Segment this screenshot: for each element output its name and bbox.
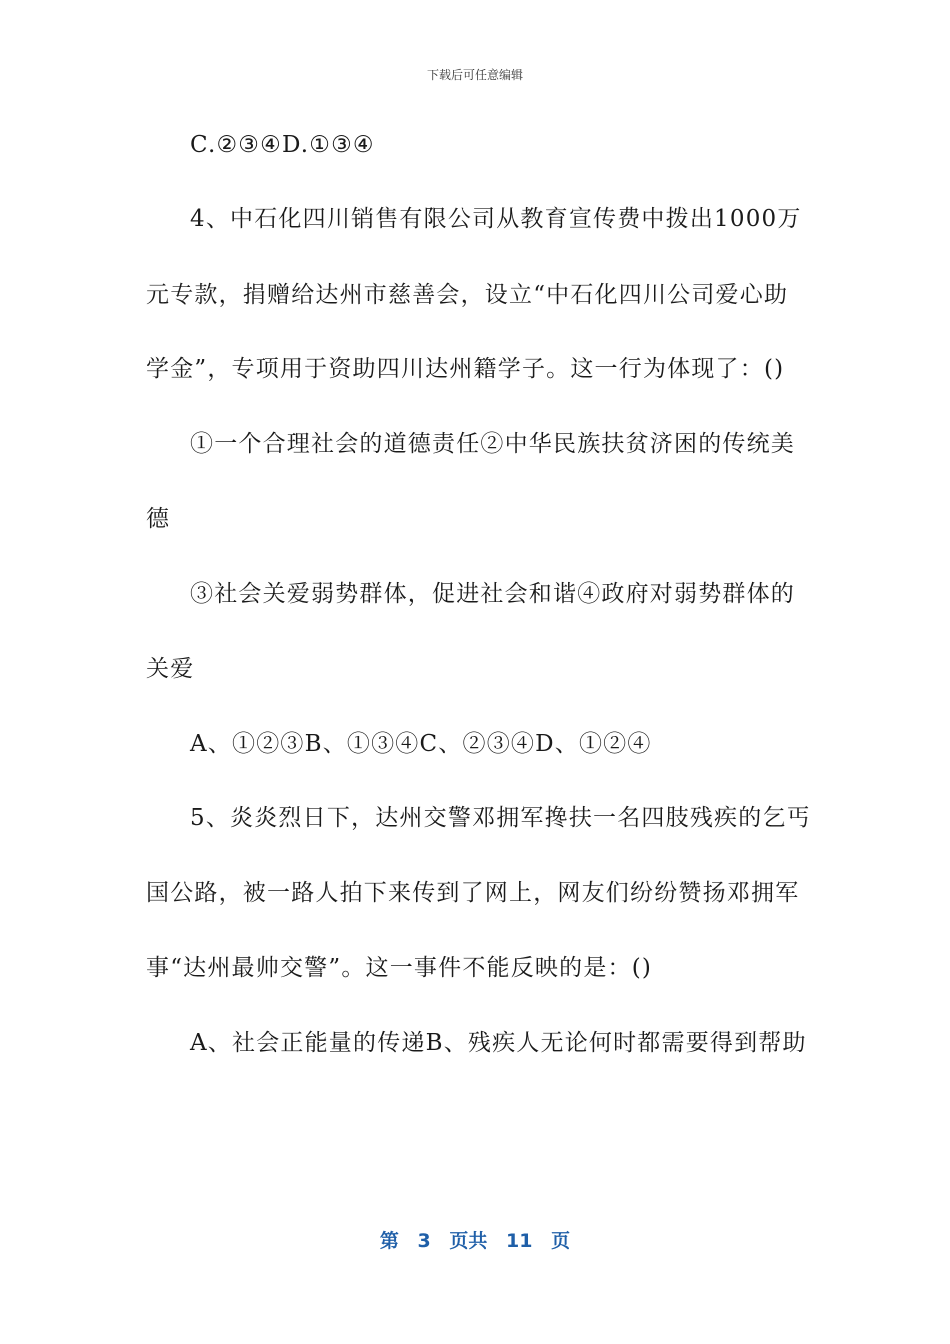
question-5-line-2: 国公路，被一路人拍下来传到了网上，网友们纷纷赞扬邓拥军 [146,880,800,906]
question-4-line-1: 4、中石化四川销售有限公司从教育宣传费中拨出1000万 [190,206,802,232]
question-4-line-2: 元专款，捐赠给达州市慈善会，设立“中石化四川公司爱心助 [146,282,789,308]
question-4-options: A、①②③B、①③④C、②③④D、①②④ [190,731,652,757]
page-header: 下载后可任意编辑 [426,68,523,82]
footer-current-page: 3 [417,1230,431,1252]
footer-total-pages: 11 [506,1230,533,1252]
question-5-options: A、社会正能量的传递B、残疾人无论何时都需要得到帮助 [190,1030,807,1056]
footer-middle: 页共 [449,1230,488,1252]
answer-options-line: C.②③④D.①③④ [190,132,375,158]
question-4-statements-line-2: 德 [146,506,171,532]
question-4-statements-line-3: ③社会关爱弱势群体，促进社会和谐④政府对弱势群体的 [190,581,795,607]
footer-suffix: 页 [551,1230,571,1252]
question-4-statements-line-4: 关爱 [146,656,195,682]
question-5-line-3: 事“达州最帅交警”。这一事件不能反映的是：() [146,955,653,981]
footer-prefix: 第 [379,1230,399,1252]
question-4-line-3: 学金”，专项用于资助四川达州籍学子。这一行为体现了：() [146,356,785,382]
question-5-line-1: 5、炎炎烈日下，达州交警邓拥军搀扶一名四肢残疾的乞丐 [190,805,811,831]
question-4-statements-line-1: ①一个合理社会的道德责任②中华民族扶贫济困的传统美 [190,431,795,457]
page-footer [0,1226,950,1253]
